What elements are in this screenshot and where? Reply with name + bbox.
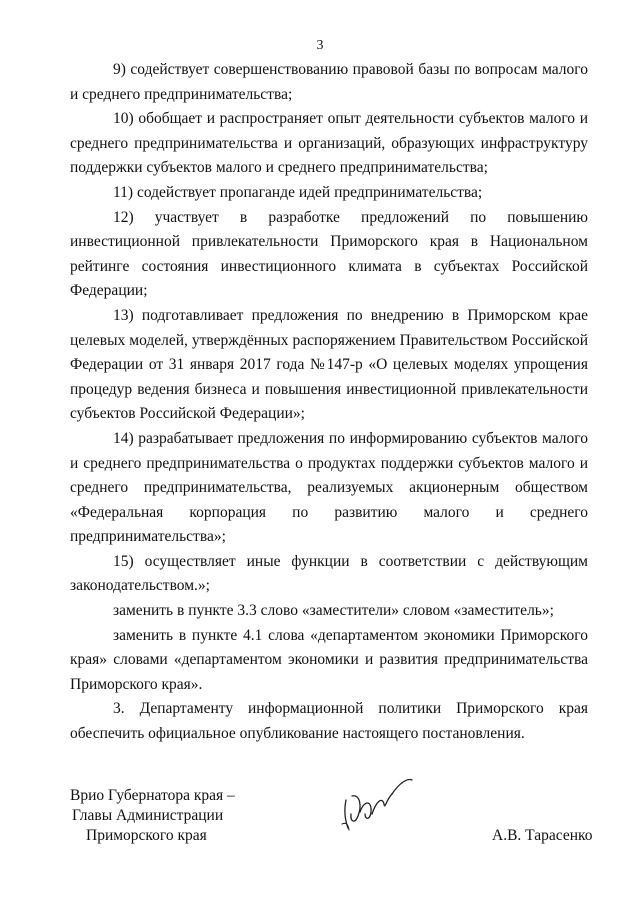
signatory-name: А.В. Тарасенко	[492, 827, 593, 844]
handwritten-signature	[338, 770, 428, 836]
signatory-title-line-3: Приморского края	[86, 827, 207, 844]
paragraph-amendment-3-3: заменить в пункте 3.3 слово «заместители» словом «заместитель»;	[113, 602, 554, 620]
page-number: 3	[316, 38, 324, 53]
paragraph-item-11: 11) содействует пропаганде идей предпринимательства;	[113, 183, 483, 201]
signatory-title-line-1: Врио Губернатора края –	[70, 787, 235, 804]
paragraph-item-15: 15) осуществляет иные функции в соответствии с действующим законодательством.»;	[70, 552, 588, 595]
paragraph-item-9: 9) содействует совершенствованию правовой базы по вопросам малого и среднего предпринимательства;	[70, 61, 588, 103]
document-body	[70, 58, 588, 747]
signatory-title	[70, 786, 235, 846]
paragraph-item-10: 10) обобщает и распространяет опыт деятельности субъектов малого и среднего предпринимательства и организаций, образующих инфраструктуру поддержки субъектов малого и среднего предпринимательства;	[70, 110, 588, 177]
paragraph-item-14: 14) разрабатывает предложения по информированию субъектов малого и среднего предпринимательства о продуктах поддержки субъектов малого и среднего предпринимательства, реализуемых акционерным обществом «Федеральная корпорация по развитию малого и среднего предпринимательства»;	[70, 429, 588, 546]
paragraph-clause-3: 3. Департаменту информационной политики Приморского края обеспечить официальное опубликование настоящего постановления.	[70, 700, 588, 743]
signatory-title-line-2: Главы Администрации	[72, 807, 224, 824]
paragraph-amendment-4-1: заменить в пункте 4.1 слова «департаментом экономики Приморского края» словами «департаментом экономики и развития предпринимательства Приморского края».	[70, 626, 588, 693]
paragraph-item-13: 13) подготавливает предложения по внедрению в Приморском крае целевых моделей, утверждённых распоряжением Правительством Российской Федерации от 31 января 2017 года №147-р «О целевых моделях упрощения процедур ведения бизнеса и повышения инвестиционной привлекательности субъектов Российской Федерации»;	[70, 306, 588, 423]
paragraph-item-12: 12) участвует в разработке предложений по повышению инвестиционной привлекательности Приморского края в Национальном рейтинге состояния инвестиционного климата в субъектах Российской Федерации;	[70, 208, 588, 300]
